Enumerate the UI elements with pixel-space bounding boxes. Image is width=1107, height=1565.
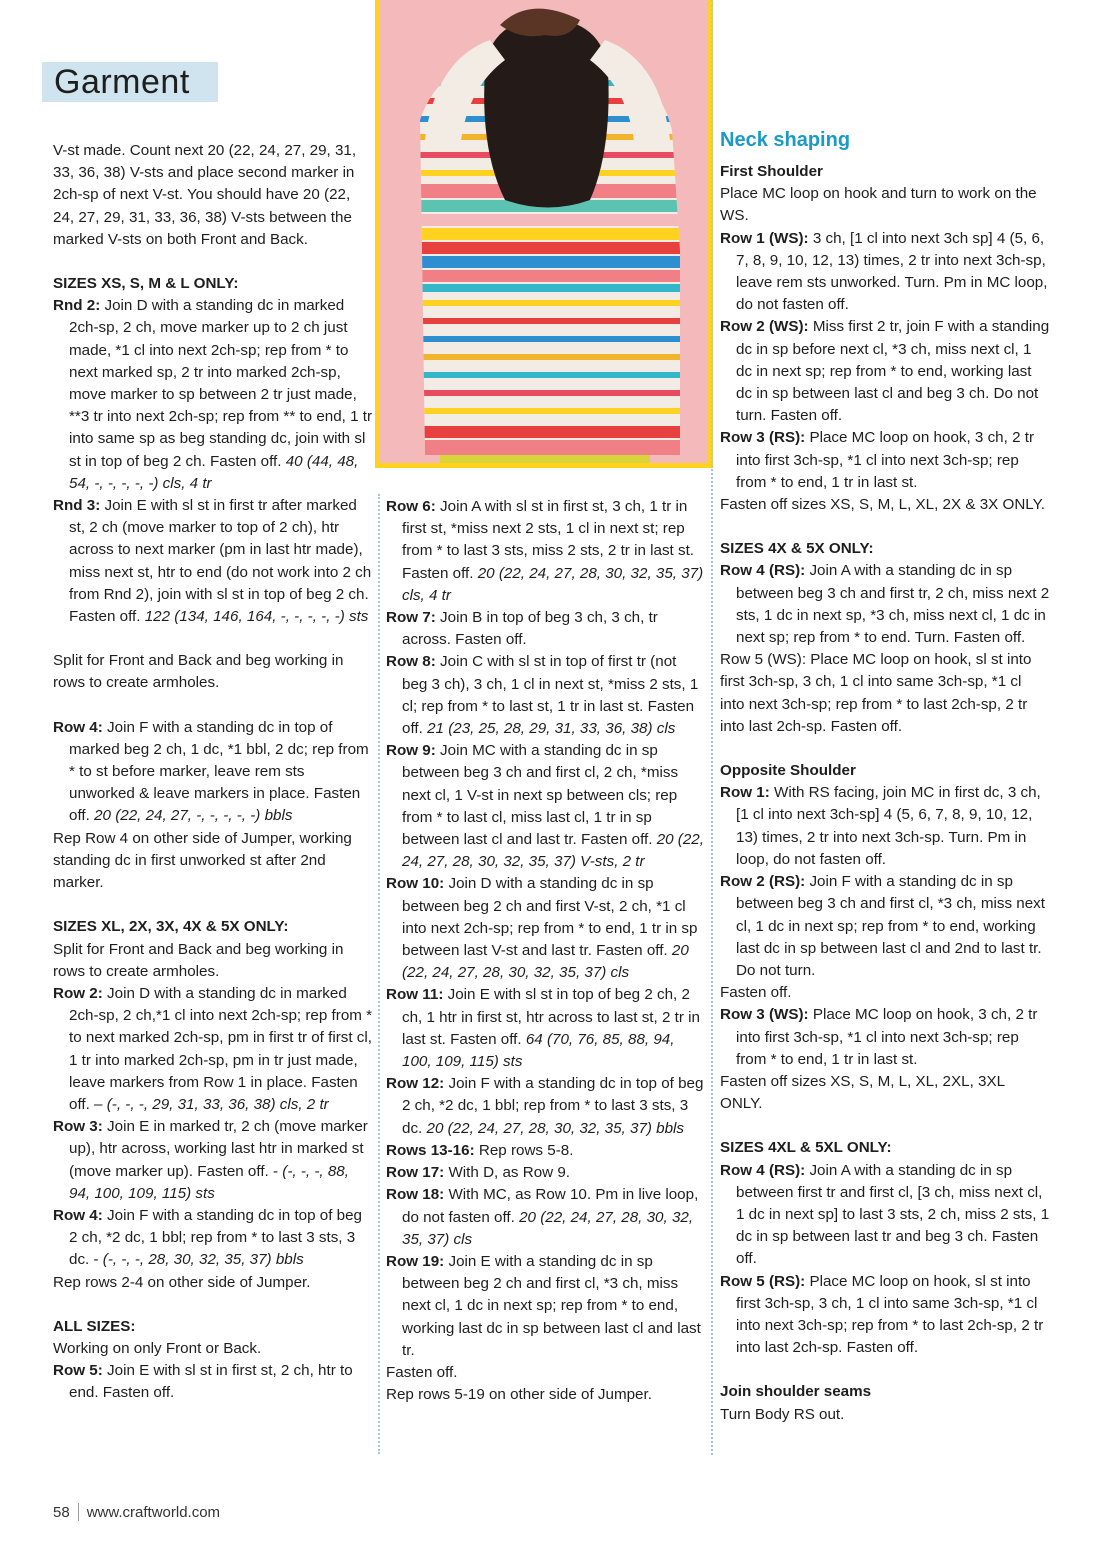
instruction-text: 3 ch, [1 cl into next 3ch sp] 4 (5, 6, 7, 8, 9, 10, 12, 13) times, 2 tr into next 3ch-sp, leave rem sts unworked. Turn. Pm in MC loop, do not fasten off. [736,229,1048,314]
spacer [720,516,1050,538]
spacer [53,251,373,273]
page-footer [53,1503,220,1521]
pattern-row [720,316,1050,427]
pattern-row [53,983,373,1116]
spacer [53,628,373,650]
body-text [53,828,373,895]
column-3 [720,125,1050,1426]
row-label: Row 8: [386,653,436,671]
column-divider-left [378,494,380,1454]
subheading: First Shoulder [720,163,823,180]
instruction-text: Rep rows 5-8. [478,1141,574,1159]
body-text [720,982,1050,1004]
subheading: SIZES 4XL & 5XL ONLY: [720,1139,892,1157]
instruction-text: Join F with a standing dc in top of beg 2 ch, *2 dc, 1 bbl; rep from * to last 3 sts, 3 dc. [402,1075,704,1137]
jumper-illustration [380,0,708,468]
instruction-text: Row 5 (WS): Place MC loop on hook, sl st into first 3ch-sp, 3 ch, 1 cl into same 3ch-sp, *1 cl into next 3ch-sp; rep from * to last 2ch-sp, 2 tr into last 2ch-sp. Fasten off. [720,651,1032,735]
stitch-count: (-, -, -, 28, 30, 32, 35, 37) bbls [102,1251,304,1269]
body-text [53,1338,373,1360]
row-label: Row 1 (WS): [720,229,809,247]
instruction-text: V-st made. Count next 20 (22, 24, 27, 29, 31, 33, 36, 38) V-sts and place second marker in 2ch-sp of next V-st. You should have 20 (22, 24, 27, 29, 31, 33, 36, 38) V-sts between the marked V-sts on both Front and Back. [53,142,357,248]
footer-separator [78,1503,79,1521]
instruction-text: With MC, as Row 10. Pm in live loop, do not fasten off. [402,1186,699,1226]
instruction-text: Join A with sl st in first st, 3 ch, 1 tr in first st, *miss next 2 sts, 1 cl in next st; rep from * to last 3 sts, miss 2 sts, 2 tr in last st. Fasten off. [402,498,695,582]
pattern-row [720,560,1050,649]
instruction-text: Rep rows 2-4 on other side of Jumper. [53,1273,311,1291]
spacer [720,738,1050,760]
row-label: Row 19: [386,1252,445,1270]
instruction-text: Fasten off sizes XS, S, M, L, XL, 2X & 3X ONLY. [720,496,1045,514]
pattern-row [386,1140,704,1162]
pattern-row [53,1360,373,1404]
instruction-text: Join E with a standing dc in sp between beg 2 ch and first cl, *3 ch, miss next cl, 1 dc in next sp; rep from * to end, working last dc in sp between last cl and last tr. [402,1252,701,1359]
body-text [386,1362,704,1384]
body-text [720,494,1050,516]
subheading: Opposite Shoulder [720,762,856,780]
section-title: Garment [42,62,218,102]
pattern-row [386,1184,704,1251]
instruction-text: Join D with a standing dc in sp between beg 2 ch and first V-st, 2 ch, *1 cl into next 2ch-sp; rep from * to end, 1 tr in sp between last V-st and last tr. Fasten off. [402,875,698,960]
row-label: Row 3: [53,1118,103,1136]
row-label: Row 4: [53,1206,103,1224]
row-label: Row 2: [53,984,103,1002]
row-label: Row 3 (RS): [720,429,806,447]
instruction-text: Join D with a standing dc in marked 2ch-sp, 2 ch, move marker up to 2 ch just made, *1 cl into next 2ch-sp; rep from * to next marked sp, 2 tr into marked 2ch-sp, move marker to sp between 2 tr just made, **3 tr into next 2ch-sp; rep from ** to end, 1 tr into same sp as beg standing dc, join with sl st in top of beg 2 ch. Fasten off. [69,297,373,470]
column-1 [53,140,373,1405]
instruction-text: Rep rows 5-19 on other side of Jumper. [386,1386,652,1404]
instruction-text: Fasten off sizes XS, S, M, L, XL, 2XL, 3XL ONLY. [720,1072,1005,1113]
row-label: Row 7: [386,609,436,627]
body-text [53,1272,373,1294]
stitch-count: 20 (22, 24, 27, 28, 30, 32, 35, 37) cls [402,942,689,982]
row-label: Row 5 (RS): [720,1272,806,1290]
stitch-count: 40 (44, 48, 54, -, -, -, -, -) cls, 4 tr [69,452,359,492]
spacer [53,894,373,916]
row-label: Rnd 2: [53,297,101,315]
pattern-row [720,228,1050,317]
page-number: 58 [53,1504,70,1521]
section-heading: Neck shaping [720,129,851,151]
body-text [720,1404,1050,1426]
instruction-text: Fasten off. [386,1363,458,1381]
row-label: Row 5: [53,1362,103,1380]
row-label: Row 2 (RS): [720,873,806,891]
instruction-text: Join E with sl st in first tr after marked st, 2 ch (move marker to top of 2 ch), htr across to next marker (pm in last htr made), miss next st, htr to end (do not work into 2 ch from Rnd 2), join with sl st in top of beg 2 ch. Fasten off. [69,497,372,626]
pattern-row [386,1073,704,1140]
instruction-text: Join E in marked tr, 2 ch (move marker up), htr across, working last htr in marked st (move marker up). Fasten off. - [69,1118,368,1180]
instruction-text: Join A with a standing dc in sp between beg 3 ch and first tr, 2 ch, miss next 2 sts, 1 dc in next sp, *3 ch, miss next cl, 1 dc in next sp; rep from * to end. Turn. Fasten off. [736,562,1050,647]
spacer [720,1115,1050,1137]
pattern-row [720,427,1050,494]
row-label: Row 9: [386,742,436,760]
instruction-text: Turn Body RS out. [720,1405,845,1423]
instruction-text: Miss first 2 tr, join F with a standing dc in sp before next cl, *3 ch, miss next cl, 1 dc in next sp; rep from * to end, working last dc in sp between last cl and beg 3 ch. Do not turn. Fasten off. [736,318,1050,425]
pattern-row [720,871,1050,982]
instruction-text: Join A with a standing dc in sp between first tr and first cl, [3 ch, miss next cl, 1 dc in next sp] to last 3 sts, 2 ch, miss 2 sts, 1 dc in sp between last tr and beg 3 ch. Fasten off. [736,1161,1050,1268]
row-label: Row 17: [386,1164,445,1182]
stitch-count: (-, -, -, 29, 31, 33, 36, 38) cls, 2 tr [106,1095,329,1113]
instruction-text: Join F with a standing dc in sp between beg 3 ch and first cl, *3 ch, miss next cl, 1 dc in next sp; rep from * to end, working last dc in sp between last cl and 2nd to last tr. Do not turn. [736,873,1045,979]
row-label: Row 1: [720,784,770,802]
column-divider-right [711,0,713,1455]
spacer [720,1359,1050,1381]
instruction-text: With D, as Row 9. [448,1164,570,1182]
pattern-row [386,984,704,1073]
pattern-row [53,717,373,828]
pattern-row [720,1271,1050,1360]
subheading: SIZES 4X & 5X ONLY: [720,540,874,558]
row-label: Row 11: [386,986,444,1004]
instruction-text: Split for Front and Back and beg working in rows to create armholes. [53,652,344,692]
pattern-row [53,1116,373,1205]
body-text [53,939,373,983]
stitch-count: 20 (22, 24, 27, 28, 30, 32, 35, 37) cls, 4 tr [402,564,704,604]
stitch-count: 20 (22, 24, 27, -, -, -, -, -) bbls [94,807,293,825]
column-2 [386,496,704,1406]
instruction-text: Fasten off. [720,984,792,1002]
body-text [720,1071,1050,1115]
jumper-photo [375,0,713,468]
instruction-text: Join MC with a standing dc in sp between beg 3 ch and first cl, 2 ch, *miss next cl, 1 V-st in next sp between cls; rep from * to last cl, miss last cl, 1 tr in sp between last cl and last tr. Fasten off. [402,742,679,849]
instruction-text: Split for Front and Back and beg working in rows to create armholes. [53,940,344,980]
stitch-count: 20 (22, 24, 27, 28, 30, 32, 35, 37) cls [402,1208,694,1248]
spacer [53,695,373,717]
pattern-row [53,1205,373,1272]
pattern-row [386,1251,704,1362]
pattern-row [386,496,704,607]
body-text [386,1384,704,1406]
instruction-text: Join E with sl st in top of beg 2 ch, 2 ch, 1 htr in first st, htr across to last st, 2 tr in last st. Fasten off. [402,986,700,1048]
pattern-row [386,651,704,740]
subheading: SIZES XL, 2X, 3X, 4X & 5X ONLY: [53,918,289,936]
instruction-text: Place MC loop on hook, sl st into first 3ch-sp, 3 ch, 1 cl into same 3ch-sp, *1 cl into next 3ch-sp; rep from * to last 2ch-sp, 2 tr into last 2ch-sp. Fasten off. [736,1272,1044,1357]
row-label: Row 18: [386,1186,445,1204]
row-label: Row 3 (WS): [720,1006,809,1024]
instruction-text: Join D with a standing dc in marked 2ch-sp, 2 ch,*1 cl into next 2ch-sp; rep from * to next marked 2ch-sp, pm in first tr of first cl, 1 tr into marked 2ch-sp, pm in tr just made, leave markers from Row 1 in place. Fasten off. – [69,984,373,1113]
pattern-row [53,295,373,495]
subheading: ALL SIZES: [53,1317,136,1335]
body-text [53,140,373,251]
instruction-text: Join B in top of beg 3 ch, 3 ch, tr across. Fasten off. [402,609,658,649]
stitch-count: 20 (22, 24, 27, 28, 30, 32, 35, 37) V-sts, 2 tr [402,831,704,871]
website-link[interactable]: www.craftworld.com [86,1504,221,1521]
row-label: Row 4 (RS): [720,1161,806,1179]
body-text [720,649,1050,738]
row-label: Row 12: [386,1075,445,1093]
row-label: Row 4 (RS): [720,562,806,580]
instruction-text: Join C with sl st in top of first tr (not beg 3 ch), 3 ch, 1 cl in next st, *miss 2 sts, 1 cl; rep from * to last st, 1 tr in last st. Fasten off. [402,653,699,738]
pattern-row [720,782,1050,871]
pattern-row [386,607,704,651]
instruction-text: With RS facing, join MC in first dc, 3 ch, [1 cl into next 3ch-sp] 4 (5, 6, 7, 8, 9, 10, 12, 13) times, 2 tr into next 3ch-sp. Turn. Pm in loop, do not fasten off. [736,784,1041,868]
instruction-text: Join F with a standing dc in top of beg 2 ch, *2 dc, 1 bbl; rep from * to last 3 sts, 3 dc. - [69,1206,363,1269]
pattern-row [386,873,704,984]
row-label: Rows 13-16: [386,1141,475,1159]
body-text [720,183,1050,227]
body-text [53,650,373,694]
pattern-row [53,495,373,628]
stitch-count: 20 (22, 24, 27, 28, 30, 32, 35, 37) bbls [426,1119,685,1137]
spacer [53,1294,373,1316]
row-label: Rnd 3: [53,497,101,515]
stitch-count: 64 (70, 76, 85, 88, 94, 100, 109, 115) sts [402,1030,675,1071]
pattern-row [720,1160,1050,1271]
pattern-row [386,1162,704,1184]
instruction-text: Rep Row 4 on other side of Jumper, working standing dc in first unworked st after 2nd marker. [53,829,352,892]
row-label: Row 10: [386,875,445,893]
pattern-row [720,1004,1050,1071]
subheading: SIZES XS, S, M & L ONLY: [53,275,239,293]
instruction-text: Join F with a standing dc in top of marked beg 2 ch, 1 dc, *1 bbl, 2 dc; rep from * to st before marker, leave rem sts unworked & leave markers in place. Fasten off. [69,718,369,825]
row-label: Row 4: [53,718,103,736]
row-label: Row 2 (WS): [720,318,809,336]
pattern-row [386,740,704,873]
instruction-text: Join E with sl st in first st, 2 ch, htr to end. Fasten off. [69,1362,353,1402]
stitch-count: (-, -, -, 88, 94, 100, 109, 115) sts [69,1162,349,1202]
stitch-count: 122 (134, 146, 164, -, -, -, -, -) sts [144,608,369,626]
subheading: Join shoulder seams [720,1383,872,1401]
instruction-text: Place MC loop on hook, 3 ch, 2 tr into first 3ch-sp, *1 cl into next 3ch-sp; rep from * to end, 1 tr in last st. [736,429,1035,491]
stitch-count: 21 (23, 25, 28, 29, 31, 33, 36, 38) cls [427,720,676,738]
row-label: Row 6: [386,498,436,515]
instruction-text: Place MC loop on hook and turn to work on the WS. [720,185,1037,225]
instruction-text: Working on only Front or Back. [53,1339,262,1357]
instruction-text: Place MC loop on hook, 3 ch, 2 tr into first 3ch-sp, *1 cl into next 3ch-sp; rep from * to end, 1 tr in last st. [736,1006,1038,1068]
